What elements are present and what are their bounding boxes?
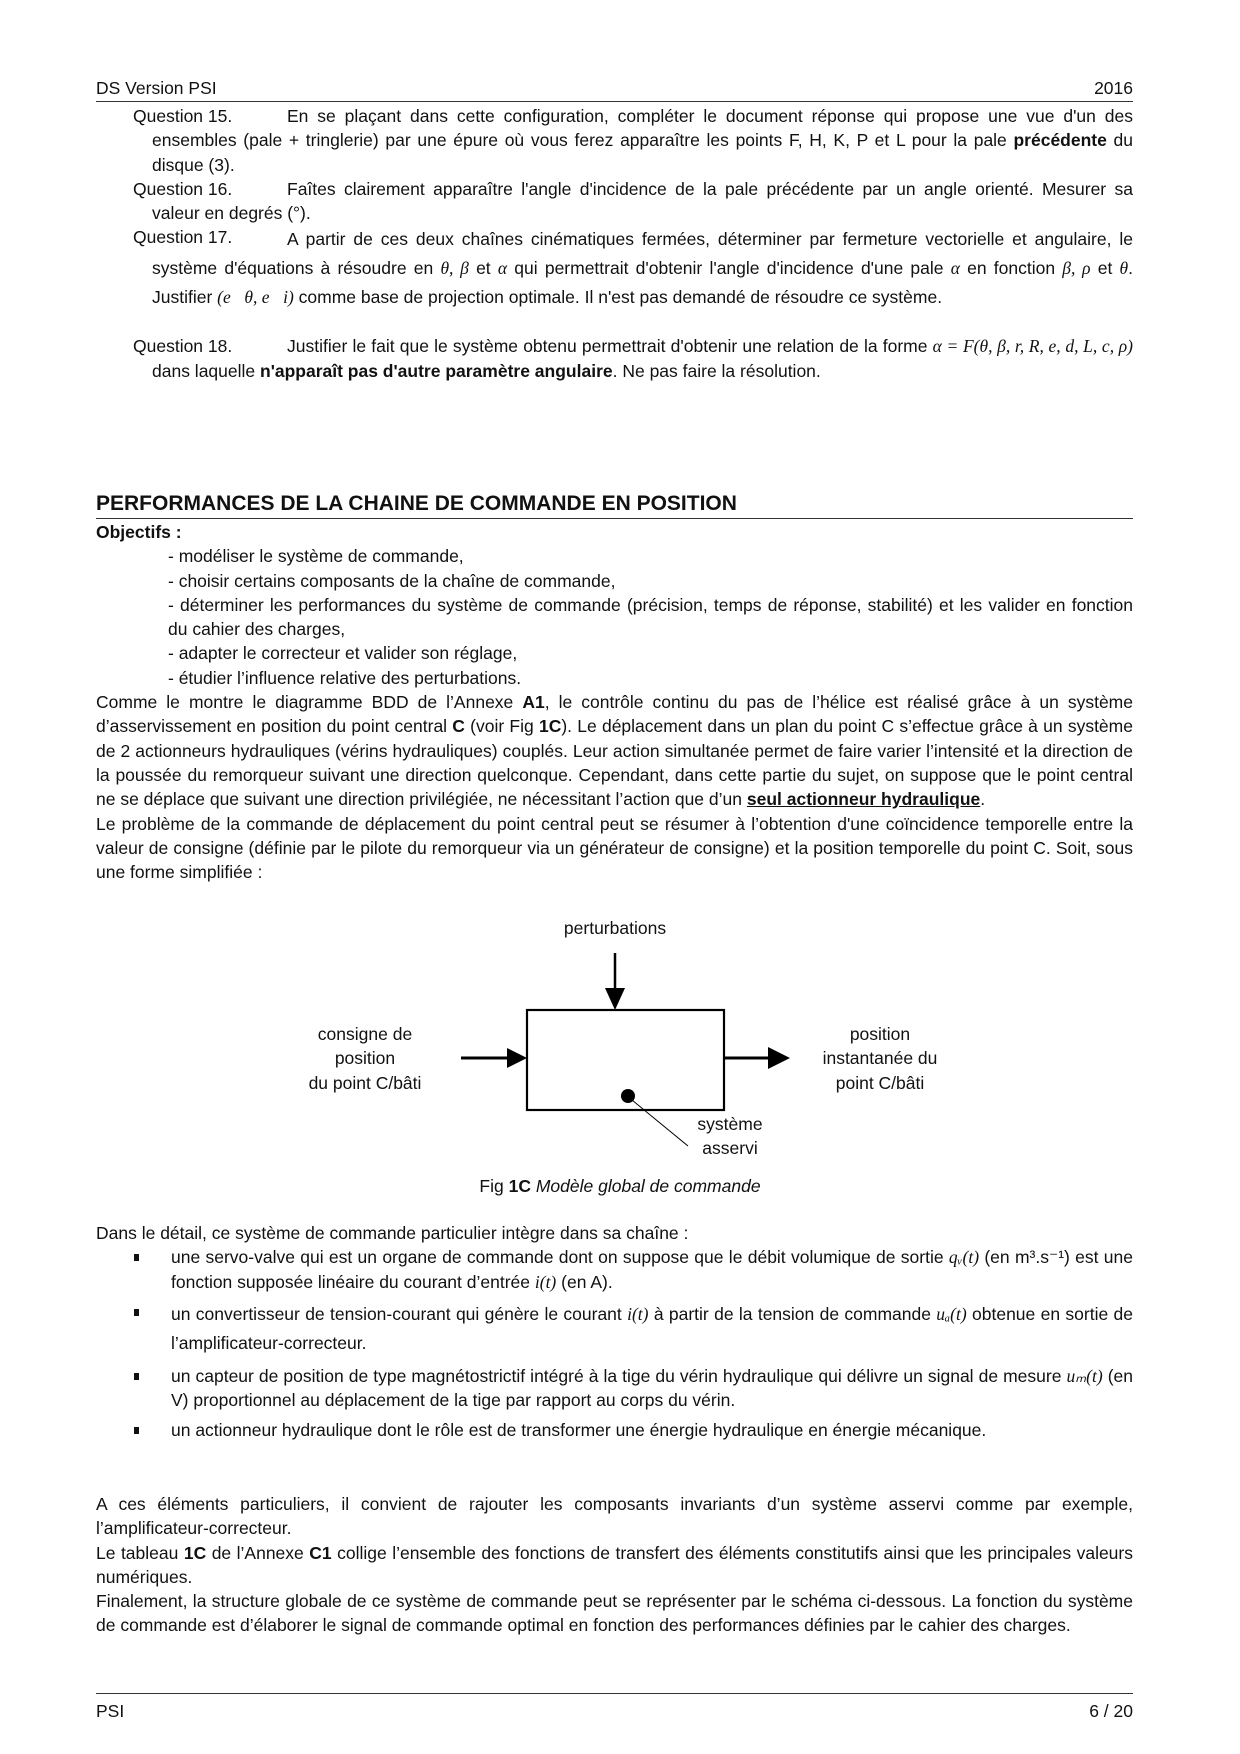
header-right: 2016 [1094,78,1133,98]
paragraph-invariants: A ces éléments particuliers, il convient de rajouter les composants invariants d’un système asservi comme par exemple, l’amplificateur-correcteur. [96,1494,1133,1539]
system-label: système asservi [697,1114,763,1159]
paragraph-details: Dans le détail, ce système de commande particulier intègre dans sa chaîne : [96,1223,689,1243]
list-item: un capteur de position de type magnétostrictif intégré à la tige du vérin hydraulique qui délivre un signal de mesure uₘ(t) (en V) proportionnel au déplacement de la tige par rapport au corps du vérin. [96,1364,1133,1413]
question-text: A partir de ces deux chaînes cinématiques fermées, déterminer par fermeture vectorielle et angulaire, le système d'équations à résoudre en θ, β et α qui permettrait d'obtenir l'angle d'incidence d'une pale α en fonction β, ρ et θ. Justifier (e⃗θ, e⃗i) comme base de projection optimale. Il n'est pas demandé de résoudre ce système. [152,229,1134,308]
objectives-label: Objectifs : [96,522,182,542]
header-left: DS Version PSI [96,78,217,98]
question-text: Faîtes clairement apparaître l'angle d'incidence de la pale précédente par un angle orienté. Mesurer sa valeur en degrés (°). [152,178,1133,224]
objective-item: - étudier l’influence relative des perturbations. [168,667,522,688]
objective-item: - adapter le correcteur et valider son réglage, [168,643,518,664]
list-item: un actionneur hydraulique dont le rôle est de transformer une énergie hydraulique en énergie mécanique. [96,1418,1133,1442]
footer-left: PSI [96,1701,125,1721]
paragraph-problem: Le problème de la commande de déplacement du point central peut se résumer à l’obtention d'une coïncidence temporelle entre la valeur de consigne (définie par le pilote du remorqueur via un générateur de consigne) et la position temporelle du point C. Soit, sous une forme simplifiée : [96,813,1133,883]
section-title: PERFORMANCES DE LA CHAINE DE COMMANDE EN POSITION [96,490,1133,519]
objective-item: - déterminer les performances du système de commande (précision, temps de réponse, stabilité) et les valider en fonction du cahier des charges, [168,594,1133,640]
objective-item: - modéliser le système de commande, [168,546,464,567]
question-label: Question 15. [133,106,233,126]
question-text: Justifier le fait que le système obtenu permettrait d'obtenir une relation de la forme α = F(θ, β, r, R, e, d, L, c, ρ) dans laquelle n'apparaît pas d'autre paramètre angulaire. Ne pas faire la résolution. [152,336,1133,382]
component-list [96,1245,1133,1442]
details-section [96,1221,1133,1449]
perturbations-label: perturbations [563,918,667,938]
question-label: Question 16. [133,178,233,199]
output-label: position instantanée du point C/bâti [822,1024,938,1093]
list-item: un convertisseur de tension-courant qui génère le courant i(t) à partir de la tension de commande uₐ(t) obtenue en sortie de l’amplificateur-correcteur. [96,1300,1133,1358]
paragraph-structure: Finalement, la structure globale de ce système de commande peut se représenter par le schéma ci-dessous. La fonction du système de commande est d’élaborer le signal de commande optimal en fonction des performances définies par le cahier des charges. [96,1591,1133,1636]
list-item: une servo-valve qui est un organe de commande dont on suppose que le débit volumique de sortie qᵥ(t) (en m³.s⁻¹) est une fonction supposée linéaire du courant d’entrée i(t) (en A). [96,1245,1133,1294]
question-label: Question 17. [133,227,233,248]
page-footer [96,1693,1133,1723]
arrow-right-icon [768,1047,790,1069]
input-label: consigne de position du point C/bâti [308,1024,422,1093]
figure-caption: Fig 1C Modèle global de commande [479,1176,761,1196]
closing-section [96,1492,1133,1638]
question-text: En se plaçant dans cette configuration, compléter le document réponse qui propose une vue d'un des ensembles (pale + tringlerie) par une épure où vous ferez apparaître les points F, H, K, P et L pour la pale précédente du disque (3). [152,106,1134,175]
page-number: 6 / 20 [1089,1701,1133,1721]
arrow-down-icon [605,988,625,1010]
question-label: Question 18. [133,336,233,357]
arrow-right-icon [507,1048,527,1068]
paragraph-table: Le tableau 1C de l’Annexe C1 collige l’ensemble des fonctions de transfert des éléments constitutifs ainsi que les principales valeurs numériques. [96,1542,1133,1587]
paragraph-bdd: Comme le montre le diagramme BDD de l’Annexe A1, le contrôle continu du pas de l’hélice est réalisé grâce à un système d’asservissement en position du point central C (voir Fig 1C). Le déplacement dans un plan du point C s’effectue grâce à un système de 2 actionneurs hydrauliques (vérins hydrauliques) couplés. Leur action simultanée permet de faire varier l’intensité et la direction de la poussée du remorqueur suivant une direction quelconque. Cependant, dans cette partie du sujet, on suppose que le point central ne se déplace que suivant une direction privilégiée, ne nécessitant l’action que d’un seul actionneur hydraulique. [96,692,1133,810]
objective-item: - choisir certains composants de la chaîne de commande, [168,570,616,591]
